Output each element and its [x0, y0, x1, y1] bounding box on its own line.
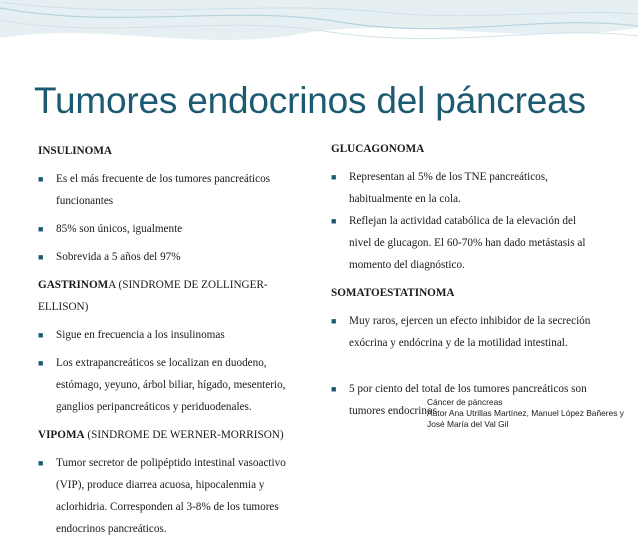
- list-item: ■ Representan al 5% de los TNE pancreáticos, habitualmente en la cola.: [331, 166, 601, 210]
- gastrinoma-list: [38, 324, 306, 418]
- square-bullet-icon: ■: [38, 224, 44, 234]
- square-bullet-icon: ■: [38, 330, 44, 340]
- square-bullet-icon: ■: [331, 172, 337, 182]
- left-column: [38, 140, 306, 540]
- list-item: ■ Reflejan la actividad catabólica de la elevación del nivel de glucagon. El 60-70% han dado metástasis al momento del diagnóstico.: [331, 210, 601, 276]
- square-bullet-icon: ■: [331, 384, 337, 394]
- list-item: ■ Los extrapancreáticos se localizan en duodeno, estómago, yeyuno, árbol biliar, hígado, mesenterio, ganglios peripancreáticos y periduodenales.: [38, 352, 306, 418]
- vipoma-heading: VIPOMA (SINDROME DE WERNER-MORRISON): [38, 429, 284, 441]
- square-bullet-icon: ■: [331, 316, 337, 326]
- somatostatinoma-heading: SOMATOESTATINOMA: [331, 287, 455, 299]
- square-bullet-icon: ■: [38, 252, 44, 262]
- list-item: ■ Muy raros, ejercen un efecto inhibidor de la secreción exócrina y endócrina y de la motilidad intestinal.: [331, 310, 601, 354]
- credit-title: Cáncer de páncreas: [427, 397, 503, 407]
- decorative-wave-header: [0, 0, 638, 58]
- insulinoma-heading: INSULINOMA: [38, 145, 112, 157]
- square-bullet-icon: ■: [38, 458, 44, 468]
- insulinoma-list: [38, 168, 306, 268]
- square-bullet-icon: ■: [331, 216, 337, 226]
- right-column: [331, 138, 601, 422]
- glucagonoma-list: [331, 166, 601, 276]
- list-item: ■ Tumor secretor de polipéptido intestinal vasoactivo (VIP), produce diarrea acuosa, hipocalenmia y aclorhidria. Corresponden al 3-8% de los tumores endocrinos pancreáticos.: [38, 452, 306, 540]
- slide-title: Tumores endocrinos del páncreas: [34, 80, 586, 121]
- square-bullet-icon: ■: [38, 358, 44, 368]
- vipoma-list: [38, 452, 306, 540]
- credit-authors: Autor Ana Utrillas Martínez, Manuel López Bañeres y José María del Val Gil: [427, 408, 624, 429]
- list-item: ■ 5 por ciento del total de los tumores pancreáticos son tumores endocrinos: [331, 378, 601, 422]
- glucagonoma-heading: GLUCAGONOMA: [331, 143, 425, 155]
- list-item: ■ Sigue en frecuencia a los insulinomas: [38, 324, 306, 346]
- source-credit: [427, 397, 627, 430]
- list-item: ■ 85% son únicos, igualmente: [38, 218, 306, 240]
- list-item: ■ Es el más frecuente de los tumores pancreáticos funcionantes: [38, 168, 306, 212]
- list-item: ■ Sobrevida a 5 años del 97%: [38, 246, 306, 268]
- gastrinoma-heading: GASTRINOMA (SINDROME DE ZOLLINGER-ELLISON): [38, 279, 268, 313]
- square-bullet-icon: ■: [38, 174, 44, 184]
